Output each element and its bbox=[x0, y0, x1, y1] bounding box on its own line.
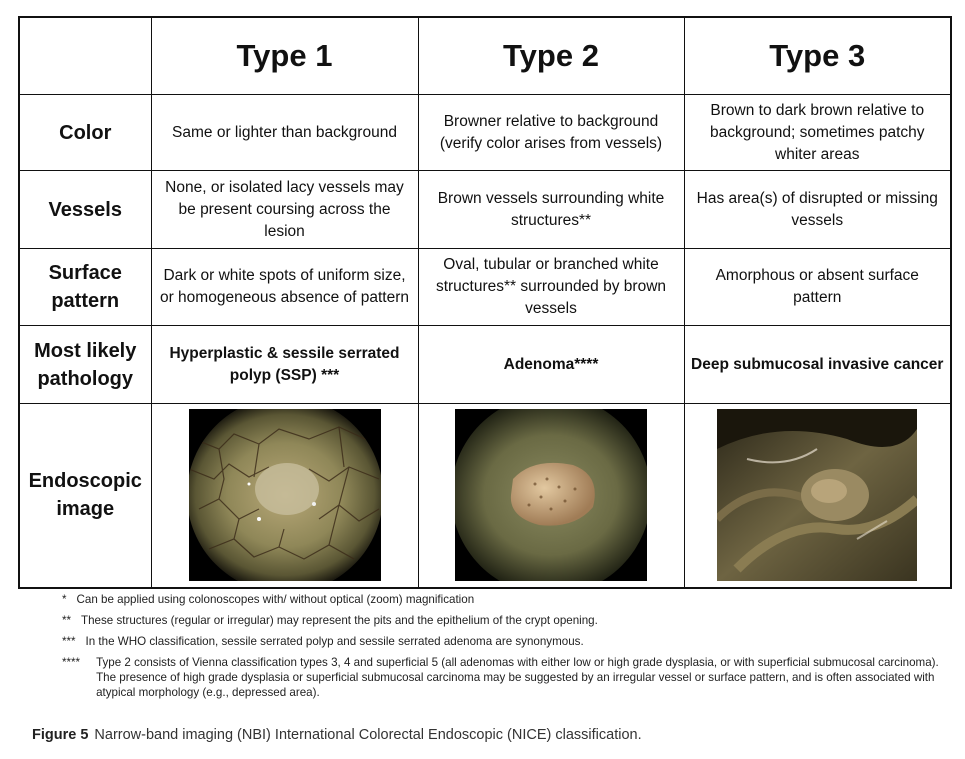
table-row bbox=[19, 326, 951, 404]
header-type-3: Type 3 bbox=[684, 17, 951, 95]
footnote-text: Can be applied using colonoscopes with/ without optical (zoom) magnification bbox=[76, 593, 475, 606]
figure-caption-text: Narrow-band imaging (NBI) International Colorectal Endoscopic (NICE) classification. bbox=[94, 727, 642, 743]
footnote-mark: * bbox=[62, 593, 67, 606]
footnote bbox=[62, 613, 942, 628]
cell-color-type2: Browner relative to background (verify color arises from vessels) bbox=[418, 95, 684, 171]
endoscopic-image-type1 bbox=[189, 409, 381, 581]
cell-vessels-type1: None, or isolated lacy vessels may be present coursing across the lesion bbox=[151, 171, 418, 249]
header-type-1: Type 1 bbox=[151, 17, 418, 95]
table-row bbox=[19, 404, 951, 588]
table-row bbox=[19, 249, 951, 326]
table-row bbox=[19, 171, 951, 249]
cell-surface-type1: Dark or white spots of uniform size, or homogeneous absence of pattern bbox=[151, 249, 418, 326]
figure-label: Figure 5 bbox=[32, 727, 89, 743]
cell-vessels-type3: Has area(s) of disrupted or missing vessels bbox=[684, 171, 951, 249]
cell-surface-type2: Oval, tubular or branched white structures** surrounded by brown vessels bbox=[418, 249, 684, 326]
row-label-endoscopic-image: Endoscopic image bbox=[19, 404, 151, 588]
footnotes bbox=[62, 592, 942, 706]
cell-pathology-type3: Deep submucosal invasive cancer bbox=[684, 326, 951, 404]
table-row bbox=[19, 95, 951, 171]
cell-pathology-type2: Adenoma**** bbox=[418, 326, 684, 404]
cell-vessels-type2: Brown vessels surrounding white structures** bbox=[418, 171, 684, 249]
cell-image-type2 bbox=[418, 404, 684, 588]
row-label-pathology: Most likely pathology bbox=[19, 326, 151, 404]
footnote-mark: **** bbox=[62, 656, 81, 669]
cell-color-type1: Same or lighter than background bbox=[151, 95, 418, 171]
endoscopic-image-type3 bbox=[717, 409, 917, 581]
footnote bbox=[62, 592, 942, 607]
cell-image-type1 bbox=[151, 404, 418, 588]
row-label-color: Color bbox=[19, 95, 151, 171]
row-label-vessels: Vessels bbox=[19, 171, 151, 249]
cell-color-type3: Brown to dark brown relative to background; sometimes patchy whiter areas bbox=[684, 95, 951, 171]
footnote-text: Type 2 consists of Vienna classification types 3, 4 and superficial 5 (all adenomas with either low or high grade dysplasia, or with superficial submucosal carcinoma). The presence of high grade dysplasia or superficial submucosal carcinoma may be suggested by an irregular vessel or surface pattern, and is often associated with atypical morphology (e.g., depressed area). bbox=[96, 656, 939, 699]
footnote bbox=[62, 634, 942, 649]
cell-pathology-type1: Hyperplastic & sessile serrated polyp (SSP) *** bbox=[151, 326, 418, 404]
header-type-2: Type 2 bbox=[418, 17, 684, 95]
footnote-mark: ** bbox=[62, 614, 72, 627]
nice-classification-table bbox=[18, 16, 952, 589]
cell-image-type3 bbox=[684, 404, 951, 588]
corner-cell bbox=[19, 17, 151, 95]
cell-surface-type3: Amorphous or absent surface pattern bbox=[684, 249, 951, 326]
footnote-mark: *** bbox=[62, 635, 76, 648]
figure-caption bbox=[32, 727, 642, 743]
row-label-surface-pattern: Surface pattern bbox=[19, 249, 151, 326]
endoscopic-image-type2 bbox=[455, 409, 647, 581]
footnote bbox=[62, 655, 942, 700]
footnote-text: These structures (regular or irregular) may represent the pits and the epithelium of the crypt opening. bbox=[81, 614, 598, 627]
footnote-text: In the WHO classification, sessile serrated polyp and sessile serrated adenoma are synonymous. bbox=[85, 635, 584, 648]
